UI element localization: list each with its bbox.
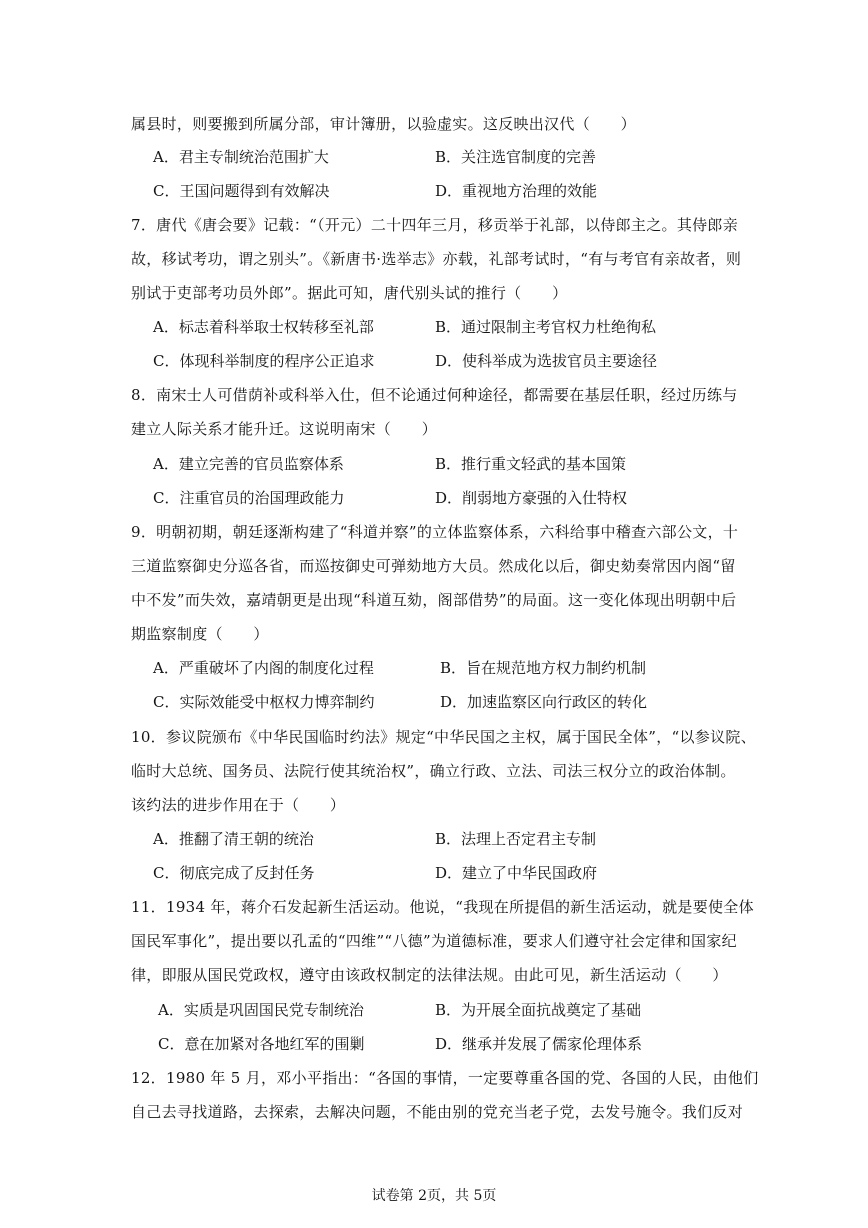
q12-line-1: 12．1980 年 5 月，邓小平指出：“各国的事情，一定要尊重各国的党、各国的人民，由他们	[131, 1069, 759, 1087]
q6-option-d: D．重视地方治理的效能	[435, 182, 598, 200]
q7-line-2: 故，移试考功，谓之别头”。《新唐书·选举志》亦载，礼部考试时，“有与考官有亲故者，则	[131, 250, 742, 268]
q7-option-b: B．通过限制主考官权力杜绝徇私	[435, 318, 657, 336]
q9-line-4: 期监察制度（ ）	[131, 625, 269, 643]
q8-line-2: 建立人际关系才能升迁。这说明南宋（ ）	[131, 420, 438, 438]
q8-line-1: 8．南宋士人可借荫补或科举入仕，但不论通过何种途径，都需要在基层任职，经过历练与	[131, 386, 738, 404]
q7-option-c: C．体现科举制度的程序公正追求	[153, 352, 375, 370]
q7-line-3: 别试于吏部考功员外郎”。据此可知，唐代别头试的推行（ ）	[131, 284, 568, 302]
q7-line-1: 7．唐代《唐会要》记载：“（开元）二十四年三月，移贡举于礼部，以侍郎主之。其侍郎亲	[131, 216, 739, 234]
q10-line-3: 该约法的进步作用在于（ ）	[131, 796, 346, 814]
q10-line-2: 临时大总统、国务员、法院行使其统治权”，确立行政、立法、司法三权分立的政治体制。	[131, 762, 736, 780]
q8-option-d: D．削弱地方豪强的入仕特权	[435, 489, 628, 507]
q9-option-a: A．严重破坏了内阁的制度化过程	[153, 659, 374, 677]
q11-option-c: C．意在加紧对各地红军的围剿	[158, 1035, 365, 1053]
q10-option-b: B．法理上否定君主专制	[435, 830, 597, 848]
q9-line-1: 9．明朝初期，朝廷逐渐构建了“科道并察”的立体监察体系，六科给事中稽查六部公文，十	[131, 523, 739, 541]
q9-option-d: D．加速监察区向行政区的转化	[440, 693, 648, 711]
q11-option-d: D．继承并发展了儒家伦理体系	[435, 1035, 643, 1053]
q6-option-b: B．关注选官制度的完善	[435, 148, 597, 166]
q9-line-3: 中不发”而失效，嘉靖朝更是出现“科道互劾，阁部借势”的局面。这一变化体现出明朝中后	[131, 591, 737, 609]
q11-line-1: 11．1934 年，蒋介石发起新生活运动。他说，“我现在所提倡的新生活运动，就是要使全体	[131, 898, 754, 916]
q6-option-a: A．君主专制统治范围扩大	[153, 148, 329, 166]
q10-option-c: C．彻底完成了反封任务	[153, 864, 315, 882]
q9-option-b: B．旨在规范地方权力制约机制	[440, 659, 647, 677]
q9-line-2: 三道监察御史分巡各省，而巡按御史可弹劾地方大员。然成化以后，御史劾奏常因内阁“留	[131, 557, 736, 575]
q8-option-b: B．推行重文轻武的基本国策	[435, 455, 627, 473]
page-footer: 试卷第 2页，共 5页	[371, 1188, 497, 1204]
q11-line-2: 国民军事化”，提出要以孔孟的“四维”“八德”为道德标准，要求人们遵守社会定律和国家纪	[131, 932, 737, 950]
q8-option-c: C．注重官员的治国理政能力	[153, 489, 345, 507]
q6-option-c: C．王国问题得到有效解决	[153, 182, 330, 200]
q12-line-2: 自己去寻找道路，去探索，去解决问题，不能由别的党充当老子党，去发号施令。我们反对	[131, 1103, 744, 1121]
q9-option-c: C．实际效能受中枢权力博弈制约	[153, 693, 375, 711]
q10-line-1: 10．参议院颁布《中华民国临时约法》规定“中华民国之主权，属于国民全体”，“以参议院、	[131, 728, 756, 746]
q7-option-a: A．标志着科举取士权转移至礼部	[153, 318, 374, 336]
q8-option-a: A．建立完善的官员监察体系	[153, 455, 344, 473]
q10-option-d: D．建立了中华民国政府	[435, 864, 598, 882]
q11-line-3: 律，即服从国民党政权，遵守由该政权制定的法律法规。由此可见，新生活运动（ ）	[131, 966, 728, 984]
q10-option-a: A．推翻了清王朝的统治	[153, 830, 314, 848]
q7-option-d: D．使科举成为选拔官员主要途径	[435, 352, 658, 370]
q6-tail-line: 属县时，则要搬到所属分部，审计簿册，以验虚实。这反映出汉代（ ）	[131, 115, 636, 133]
q11-option-b: B．为开展全面抗战奠定了基础	[435, 1001, 642, 1019]
q11-option-a: A．实质是巩固国民党专制统治	[158, 1001, 364, 1019]
